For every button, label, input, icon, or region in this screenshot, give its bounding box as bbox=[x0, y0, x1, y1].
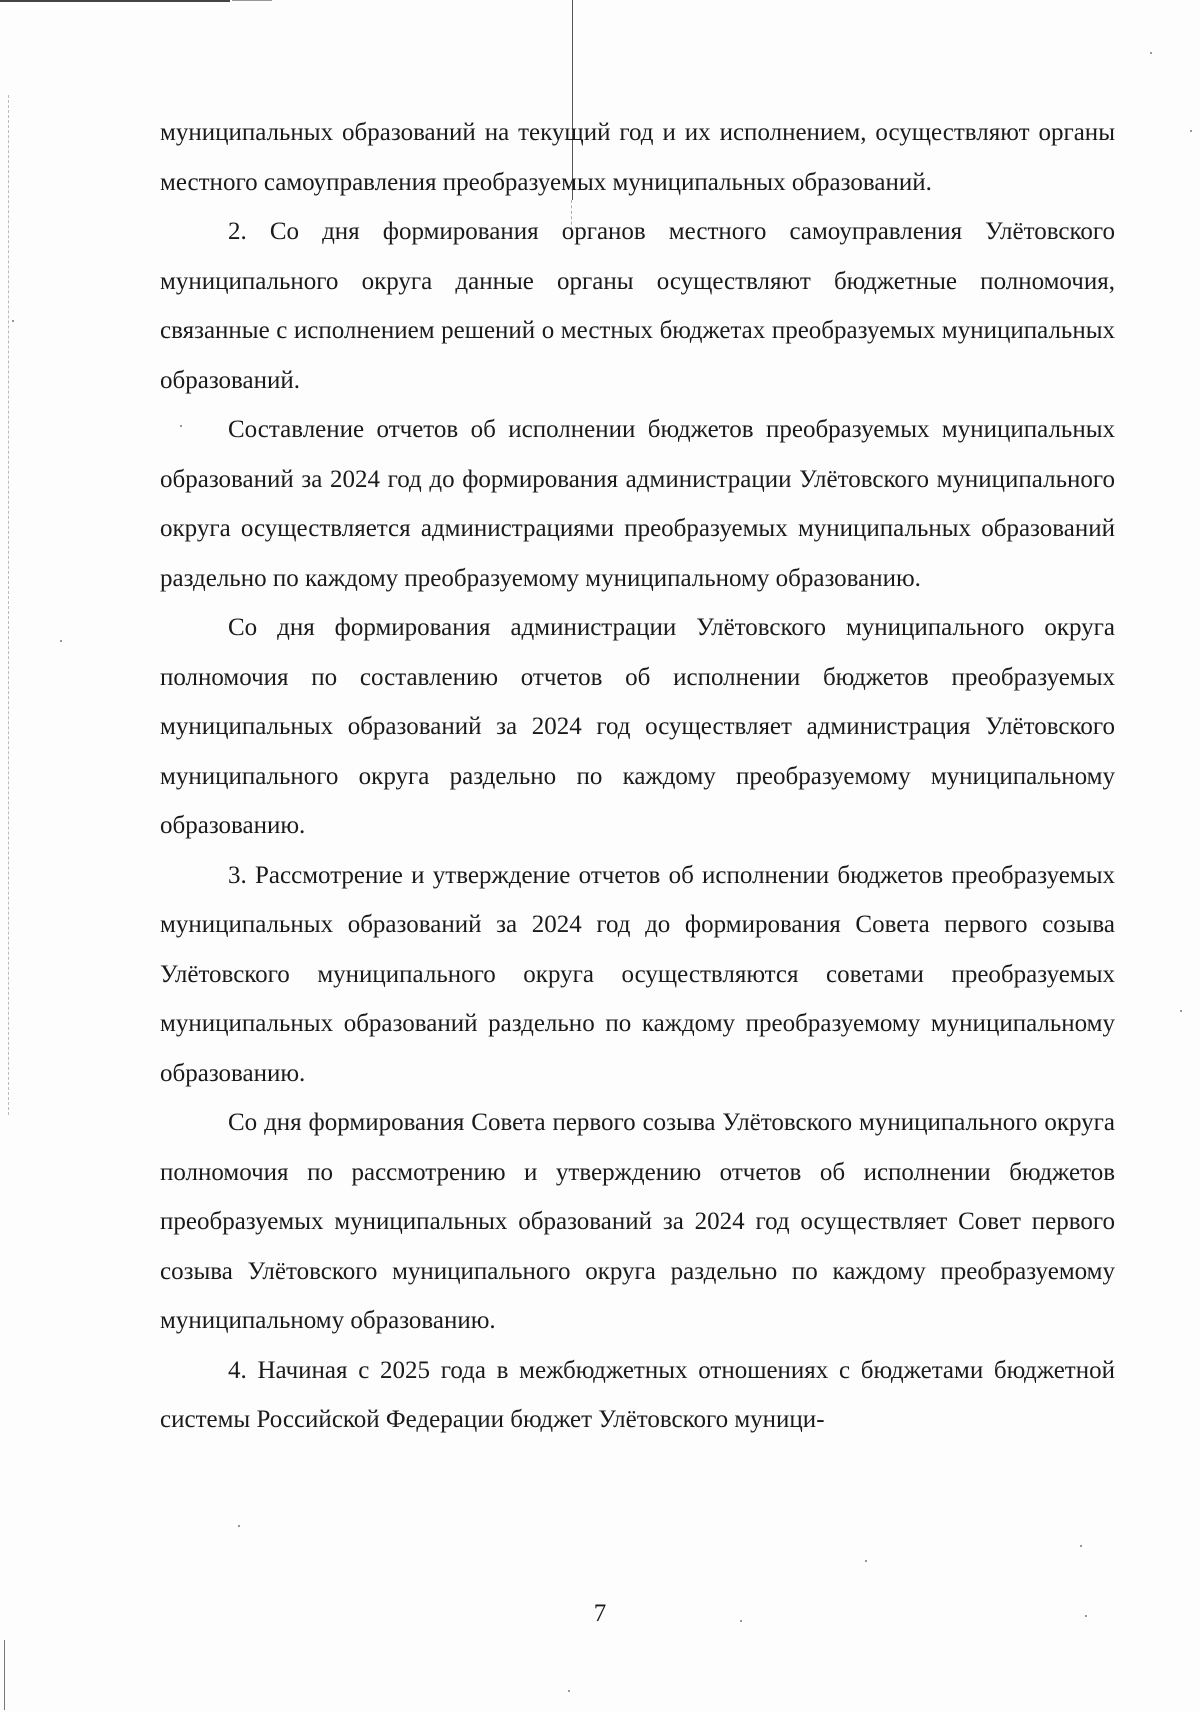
scan-edge-line bbox=[0, 0, 230, 2]
scan-speck bbox=[1190, 130, 1192, 132]
scan-speck bbox=[740, 1620, 742, 1622]
scan-speck bbox=[1180, 1010, 1182, 1012]
scan-speck bbox=[1080, 1545, 1082, 1547]
paragraph: 2. Со дня формирования органов местного самоуправления Улётовского муниципального округа данные органы осуществляют бюджетные полномочия, связанные с исполнением решений о местных бюджетах преобразуемых муниципальных образований. bbox=[160, 218, 1115, 394]
paragraph: 3. Рассмотрение и утверждение отчетов об исполнении бюджетов преобразуемых муниципальных образований за 2024 год до формирования Совета первого созыва Улётовского муниципального округа осуществляются советами преобразуемых муниципальных образований раздельно по каждому преобразуемому муниципальному образованию. bbox=[160, 861, 1115, 1087]
scan-speck bbox=[12, 320, 14, 322]
scan-edge-shadow bbox=[4, 1640, 5, 1710]
scan-edge-shadow bbox=[8, 95, 9, 1115]
paragraph: Составление отчетов об исполнении бюджетов преобразуемых муниципальных образований за 2024 год до формирования администрации Улётовского муниципального округа осуществляется администрациями преобразуемых муниципальных образований раздельно по каждому преобразуемому муниципальному образованию. bbox=[160, 416, 1115, 592]
scan-speck bbox=[60, 640, 62, 642]
scan-speck bbox=[1085, 1615, 1087, 1617]
scan-speck bbox=[568, 1690, 570, 1692]
paragraph: Со дня формирования Совета первого созыва Улётовского муниципального округа полномочия по рассмотрению и утверждению отчетов об исполнении бюджетов преобразуемых муниципальных образований за 2024 год осуществляет Совет первого созыва Улётовского муниципального округа раздельно по каждому преобразуемому муниципальному образованию. bbox=[160, 1109, 1115, 1334]
document-body bbox=[160, 108, 1115, 1445]
page-number: 7 bbox=[593, 1600, 607, 1627]
scan-speck bbox=[1150, 52, 1152, 54]
scan-speck bbox=[238, 1525, 240, 1527]
scan-edge-line bbox=[232, 0, 272, 1]
scan-speck bbox=[865, 1560, 867, 1562]
paragraph: муниципальных образований на текущий год и их исполнением, осуществляют органы местного самоуправления преобразуемых муниципальных образований. bbox=[160, 119, 1115, 196]
paragraph: 4. Начиная с 2025 года в межбюджетных отношениях с бюджетами бюджетной системы Российской Федерации бюджет Улётовского муници- bbox=[160, 1356, 1115, 1433]
paragraph: Со дня формирования администрации Улётовского муниципального округа полномочия по составлению отчетов об исполнении бюджетов преобразуемых муниципальных образований за 2024 год осуществляет администрация Улётовского муниципального округа раздельно по каждому преобразуемому муниципальному образованию. bbox=[160, 614, 1115, 839]
